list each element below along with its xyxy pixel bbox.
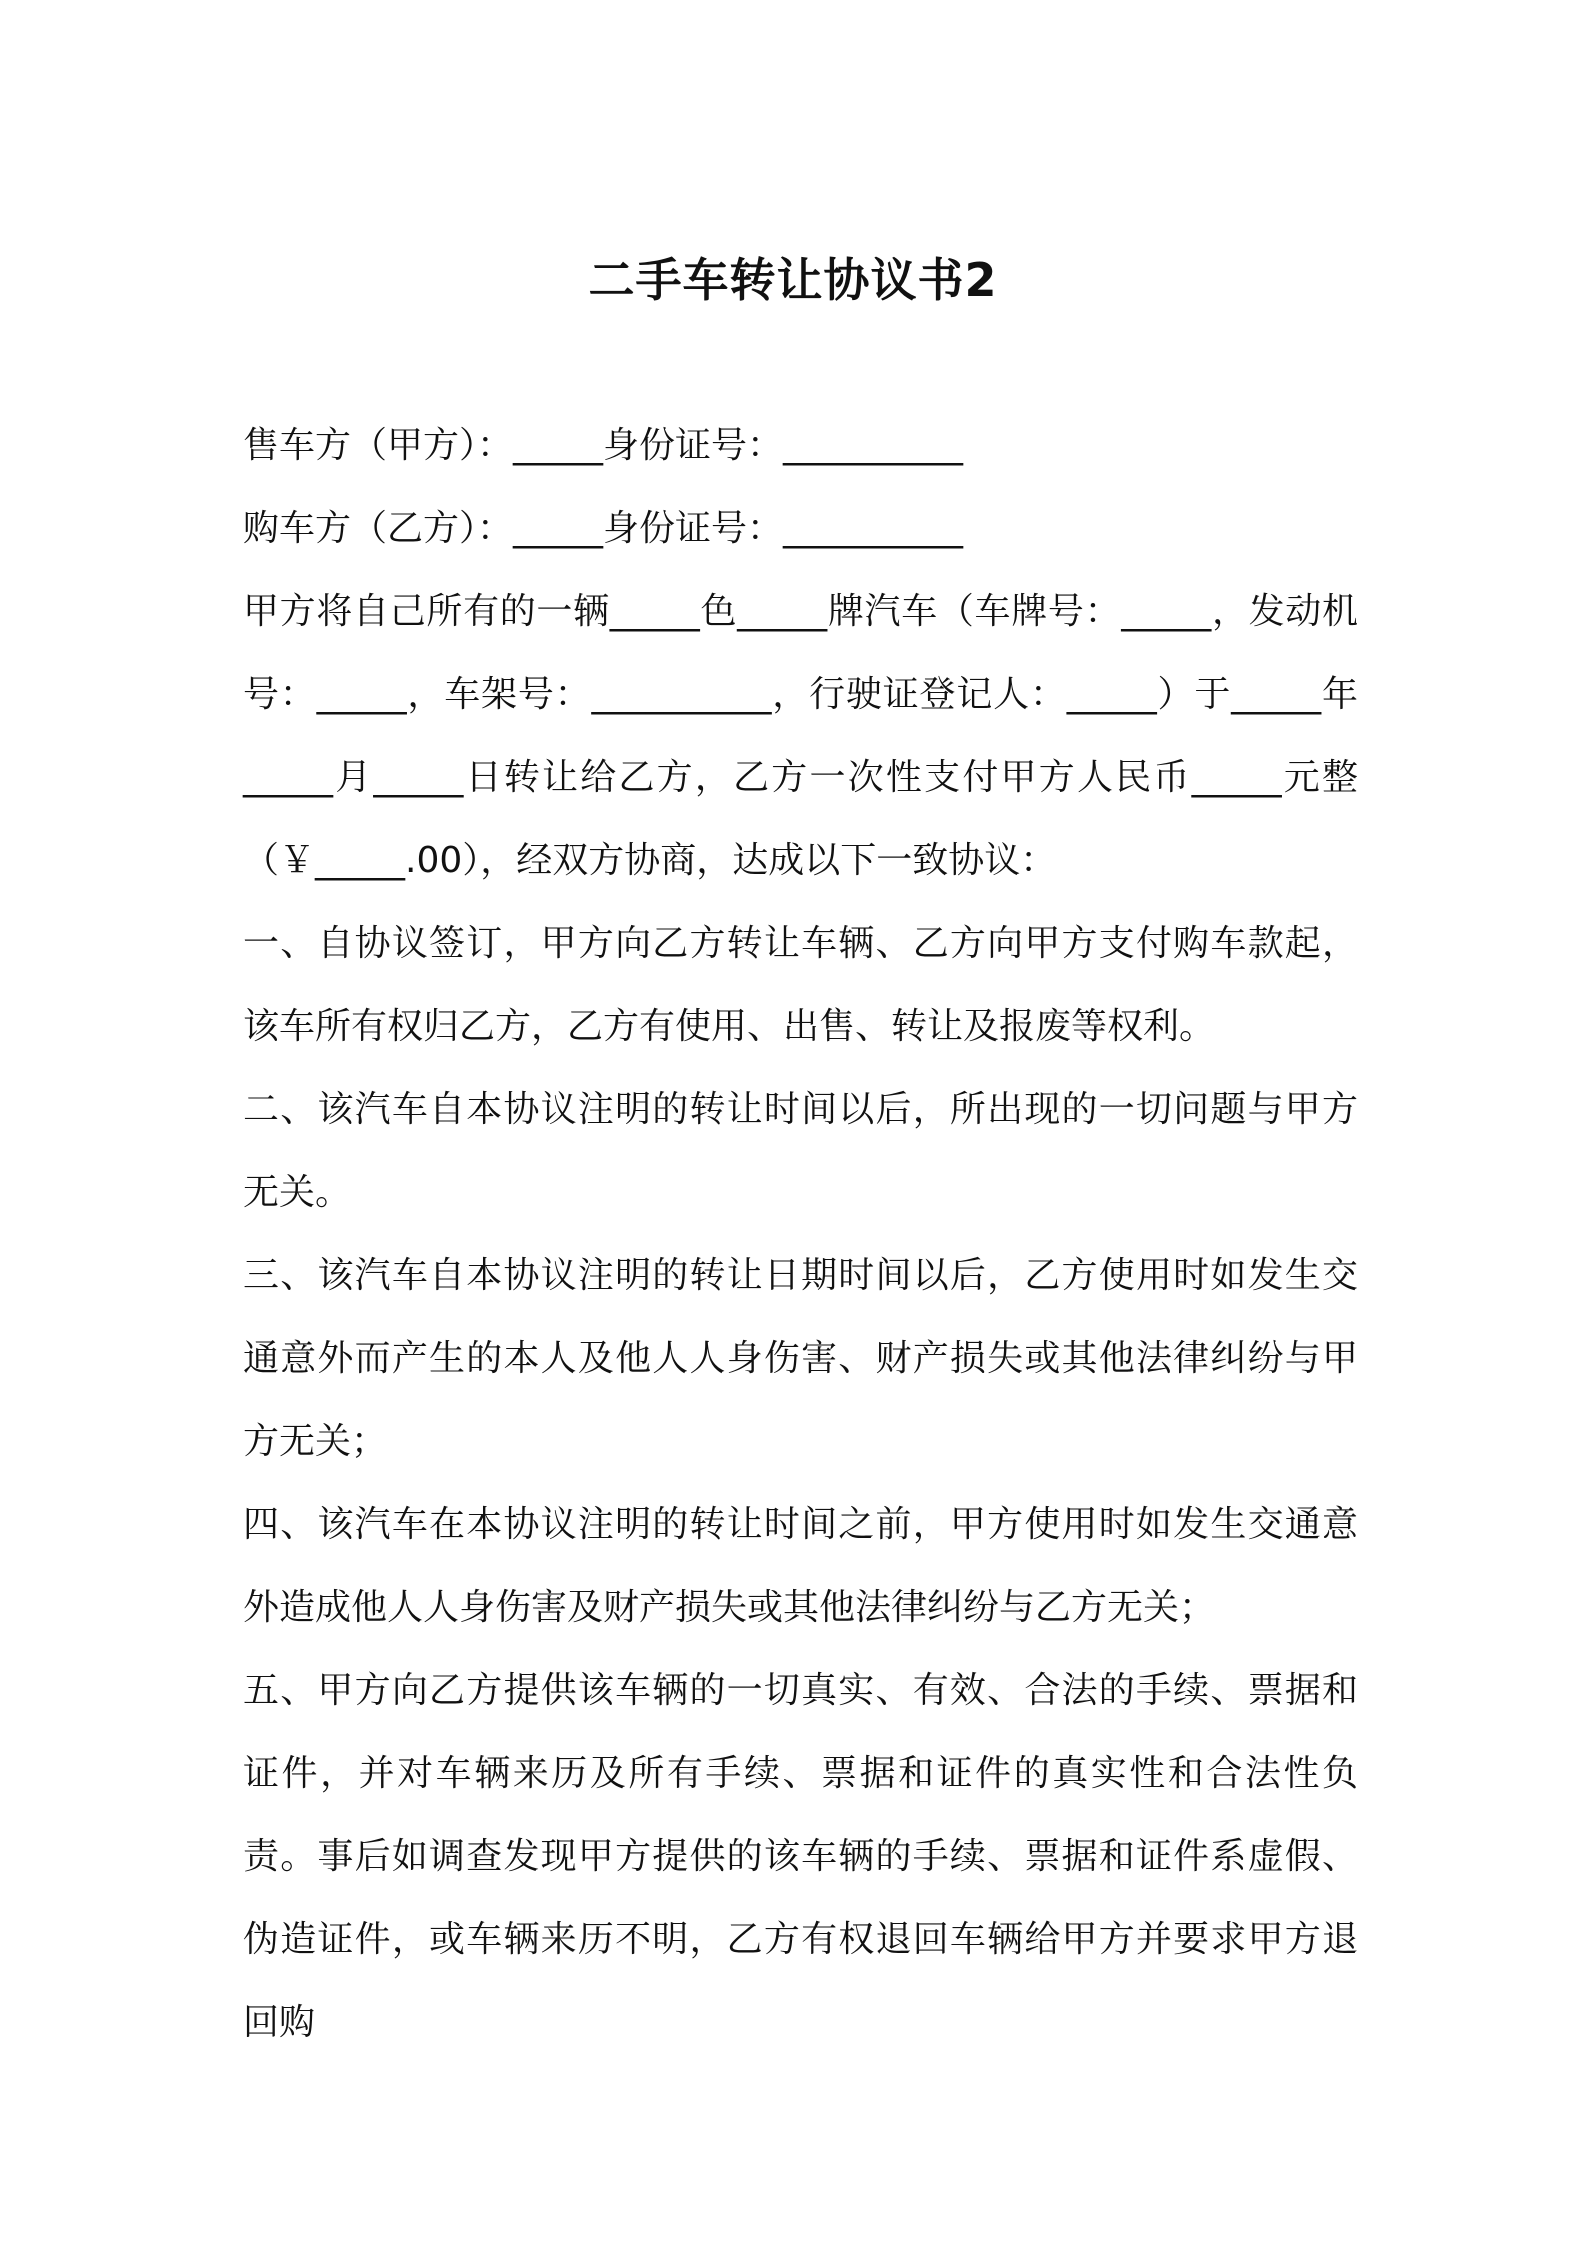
clause-3: 三、该汽车自本协议注明的转让日期时间以后，乙方使用时如发生交通意外而产生的本人及他人人身伤害、财产损失或其他法律纠纷与甲方无关；	[243, 1255, 1358, 1462]
document-title: 二手车转让协议书2	[588, 252, 998, 307]
buyer-line: 购车方（乙方）：_____身份证号：__________	[243, 508, 964, 549]
clause-2: 二、该汽车自本协议注明的转让时间以后，所出现的一切问题与甲方无关。	[243, 1089, 1358, 1213]
seller-line: 售车方（甲方）：_____身份证号：__________	[243, 425, 964, 466]
clause-4: 四、该汽车在本协议注明的转让时间之前，甲方使用时如发生交通意外造成他人人身伤害及财产损失或其他法律纠纷与乙方无关；	[243, 1504, 1358, 1628]
document-body	[243, 404, 1358, 2064]
clause-5: 五、甲方向乙方提供该车辆的一切真实、有效、合法的手续、票据和证件，并对车辆来历及所有手续、票据和证件的真实性和合法性负责。事后如调查发现甲方提供的该车辆的手续、票据和证件系虚假、伪造证件，或车辆来历不明，乙方有权退回车辆给甲方并要求甲方退回购	[243, 1670, 1358, 2043]
transfer-paragraph: 甲方将自己所有的一辆_____色_____牌汽车（车牌号：_____，发动机号：_____，车架号：__________，行驶证登记人：_____）于_____年_____月_____日转让给乙方，乙方一次性支付甲方人民币_____元整（￥_____.00），经双方协商，达成以下一致协议：	[243, 591, 1358, 881]
clause-1: 一、自协议签订，甲方向乙方转让车辆、乙方向甲方支付购车款起，该车所有权归乙方，乙方有使用、出售、转让及报废等权利。	[243, 923, 1358, 1047]
